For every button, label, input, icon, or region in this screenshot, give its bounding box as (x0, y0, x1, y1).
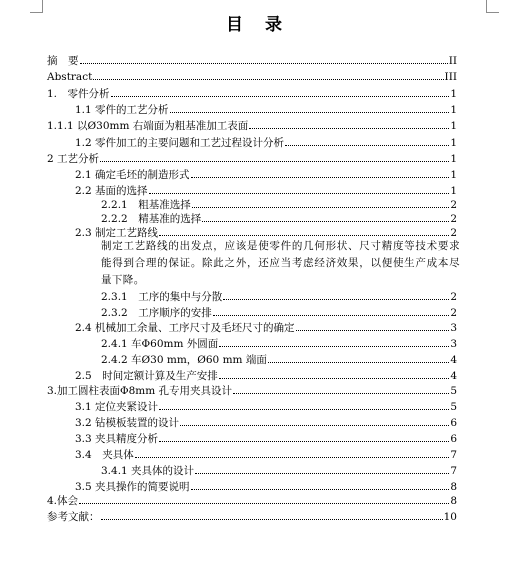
toc-entry-text: 2.4 机械加工余量、工序尺寸及毛坯尺寸的确定 (75, 322, 295, 334)
toc-entry-page: 3 (450, 338, 457, 350)
toc-entry-page: 4 (450, 354, 457, 366)
toc-entry-ch3[interactable] (47, 382, 457, 398)
toc-leader-dots (296, 319, 450, 331)
toc-entry-3-4-1[interactable] (101, 462, 457, 478)
toc-entry-2-4[interactable] (75, 319, 457, 335)
toc-leader-dots (149, 182, 450, 194)
toc-entry-abstract-cn[interactable] (47, 52, 457, 68)
toc-leader-dots (195, 462, 449, 474)
toc-leader-dots (170, 101, 450, 113)
toc-leader-dots (180, 414, 449, 426)
toc-entry-page: 2 (450, 199, 457, 211)
toc-entry-text: 2.1 确定毛坯的制造形式 (75, 169, 190, 181)
toc-entry-text: 2 工艺分析 (47, 153, 100, 165)
toc-entry-text: 3.4 夹具体 (75, 449, 134, 461)
toc-entry-2-4-2[interactable] (101, 351, 457, 367)
toc-entry-3-2[interactable] (75, 414, 457, 430)
toc-entry-references[interactable] (47, 508, 457, 524)
toc-entry-text: 2.2 基面的选择 (75, 185, 148, 197)
toc-entry-1-1-1[interactable] (47, 117, 457, 133)
toc-leader-dots (159, 398, 449, 410)
toc-entry-text: 1.1.1 以Ø30mm 右端面为粗基准加工表面 (47, 120, 249, 132)
toc-entry-page: 1 (450, 137, 457, 149)
toc-entry-text: Abstract (47, 71, 93, 83)
toc-entry-page: 3 (450, 322, 457, 334)
toc-leader-dots (101, 508, 443, 520)
toc-leader-dots (219, 367, 450, 379)
toc-entry-text: 1. 零件分析 (47, 88, 110, 100)
toc-entry-page: 2 (450, 213, 457, 225)
toc-entry-2-4-1[interactable] (101, 335, 457, 351)
toc-leader-dots (159, 224, 449, 236)
toc-leader-dots (79, 492, 449, 504)
toc-leader-dots (100, 150, 449, 162)
toc-leader-dots (219, 335, 449, 347)
toc-entry-3-3[interactable] (75, 430, 457, 446)
toc-leader-dots (111, 85, 450, 97)
toc-entry-text: 1.2 零件加工的主要问题和工艺过程设计分析 (75, 137, 285, 149)
toc-leader-dots (268, 351, 449, 363)
toc-entry-text: 3.1 定位夹紧设计 (75, 401, 159, 413)
toc-entry-page: 2 (450, 227, 457, 239)
toc-leader-dots (191, 478, 450, 490)
toc-entry-text: 2.2.1 粗基准选择 (101, 199, 191, 211)
toc-entry-page: 1 (450, 185, 457, 197)
toc-leader-dots (192, 196, 450, 208)
toc-leader-dots (93, 68, 443, 80)
toc-entry-page: 7 (450, 465, 457, 477)
toc-entry-text: 2.3.2 工序顺序的安排 (101, 307, 212, 319)
toc-entry-text: 3.2 钻模板装置的设计 (75, 417, 180, 429)
toc-entry-page: 1 (450, 88, 457, 100)
toc-entry-page: 7 (450, 449, 457, 461)
toc-entry-ch1[interactable] (47, 85, 457, 101)
toc-entry-text: 2.4.2 车Ø30 mm，Ø60 mm 端面 (101, 354, 267, 366)
toc-entry-page: 8 (450, 495, 457, 507)
toc-entry-page: 6 (450, 433, 457, 445)
toc-entry-2-3-1[interactable] (101, 288, 457, 304)
toc-entry-page: 1 (450, 120, 457, 132)
toc-entry-text: 4.体会 (47, 495, 79, 507)
toc-entry-text: 摘 要 (47, 55, 79, 67)
toc-entry-page: II (448, 55, 457, 67)
toc-entry-3-1[interactable] (75, 398, 457, 414)
toc-leader-dots (249, 117, 449, 129)
toc-entry-page: 2 (450, 291, 457, 303)
toc-title: 目 录 (226, 15, 290, 35)
toc-leader-dots (285, 134, 449, 146)
toc-entry-page: 4 (450, 370, 457, 382)
toc-entry-page: 6 (450, 417, 457, 429)
toc-entry-text: 2.3 制定工艺路线 (75, 227, 159, 239)
toc-leader-dots (191, 166, 450, 178)
toc-entry-text: 3.加工圆柱表面Φ8mm 孔专用夹具设计 (47, 385, 233, 397)
toc-entry-1-2[interactable] (75, 134, 457, 150)
toc-entry-page: III (444, 71, 457, 83)
toc-entry-page: 5 (450, 401, 457, 413)
toc-entry-3-4[interactable] (75, 446, 457, 462)
toc-entry-text: 2.2.2 精基准的选择 (101, 213, 202, 225)
toc-entry-page: 8 (450, 481, 457, 493)
toc-entry-page: 10 (443, 511, 457, 523)
toc-entry-page: 1 (450, 104, 457, 116)
toc-leader-dots (223, 288, 449, 300)
toc-entry-text: 1.1 零件的工艺分析 (75, 104, 169, 116)
toc-entry-text: 2.4.1 车Φ60mm 外圆面 (101, 338, 219, 350)
toc-entry-page: 1 (450, 153, 457, 165)
toc-entry-text: 2.3.1 工序的集中与分散 (101, 291, 223, 303)
toc-entry-text: 3.5 夹具操作的简要说明 (75, 481, 190, 493)
toc-entry-text: 2.5 时间定额计算及生产安排 (75, 370, 218, 382)
toc-leader-dots (80, 52, 448, 64)
toc-inline-paragraph: 制定工艺路线的出发点，应该是使零件的几何形状、尺寸精度等技术要求能得到合理的保证。除此之外，还应当考虑经济效果，以便使生产成本尽量下降。 (101, 240, 460, 286)
toc-entry-ch4[interactable] (47, 492, 457, 508)
toc-entry-2-5[interactable] (75, 367, 457, 383)
toc-entry-1-1[interactable] (75, 101, 457, 117)
toc-leader-dots (213, 304, 450, 316)
toc-entry-page: 1 (450, 169, 457, 181)
toc-entry-page: 5 (450, 385, 457, 397)
toc-leader-dots (135, 446, 450, 458)
toc-leader-dots (233, 382, 449, 394)
toc-entry-ch2[interactable] (47, 150, 457, 166)
toc-leader-dots (159, 430, 449, 442)
toc-entry-text: 3.3 夹具精度分析 (75, 433, 159, 445)
toc-entry-text: 参考文献： (47, 511, 100, 523)
toc-entry-text: 3.4.1 夹具体的设计 (101, 465, 195, 477)
toc-entry-2-1[interactable] (75, 166, 457, 182)
toc-leader-dots (202, 210, 449, 222)
toc-entry-abstract-en[interactable] (47, 68, 457, 84)
toc-entry-2-3-2[interactable] (101, 304, 457, 320)
toc-entry-page: 2 (450, 307, 457, 319)
